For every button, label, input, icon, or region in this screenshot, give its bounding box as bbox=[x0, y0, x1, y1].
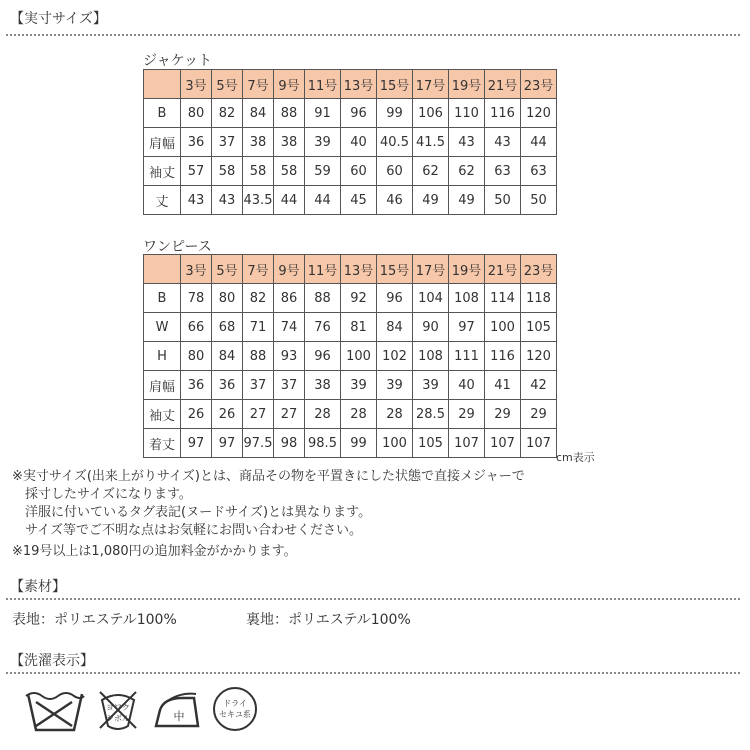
value-cell: 58 bbox=[212, 157, 243, 186]
value-cell: 120 bbox=[521, 99, 557, 128]
value-cell: 44 bbox=[274, 186, 305, 215]
dry-clean-icon bbox=[210, 684, 260, 734]
value-cell: 107 bbox=[521, 429, 557, 458]
divider bbox=[6, 672, 740, 674]
value-cell: 26 bbox=[181, 400, 212, 429]
value-cell: 41.5 bbox=[413, 128, 449, 157]
value-cell: 84 bbox=[377, 313, 413, 342]
value-cell: 26 bbox=[212, 400, 243, 429]
header-cell: 9号 bbox=[274, 70, 305, 99]
header-cell: 3号 bbox=[181, 70, 212, 99]
value-cell: 84 bbox=[243, 99, 274, 128]
value-cell: 108 bbox=[413, 342, 449, 371]
value-cell: 41 bbox=[485, 371, 521, 400]
onepiece-size-table bbox=[143, 254, 557, 458]
value-cell: 62 bbox=[413, 157, 449, 186]
value-cell: 39 bbox=[305, 128, 341, 157]
value-cell: 100 bbox=[341, 342, 377, 371]
header-cell: 13号 bbox=[341, 255, 377, 284]
value-cell: 90 bbox=[413, 313, 449, 342]
value-cell: 43 bbox=[485, 128, 521, 157]
header-cell bbox=[144, 70, 181, 99]
row-label-cell: W bbox=[144, 313, 181, 342]
row-label-cell: 肩幅 bbox=[144, 128, 181, 157]
value-cell: 62 bbox=[449, 157, 485, 186]
value-cell: 57 bbox=[181, 157, 212, 186]
iron-temp-text: 中 bbox=[173, 710, 185, 723]
header-cell: 15号 bbox=[377, 255, 413, 284]
value-cell: 66 bbox=[181, 313, 212, 342]
divider bbox=[6, 34, 740, 36]
table-row bbox=[144, 371, 557, 400]
onepiece-table-title: ワンピース bbox=[143, 239, 212, 255]
row-label-cell: B bbox=[144, 284, 181, 313]
value-cell: 40 bbox=[449, 371, 485, 400]
value-cell: 102 bbox=[377, 342, 413, 371]
value-cell: 74 bbox=[274, 313, 305, 342]
value-cell: 91 bbox=[305, 99, 341, 128]
header-cell: 21号 bbox=[485, 70, 521, 99]
table-row bbox=[144, 313, 557, 342]
value-cell: 59 bbox=[305, 157, 341, 186]
header-cell: 5号 bbox=[212, 255, 243, 284]
value-cell: 88 bbox=[243, 342, 274, 371]
value-cell: 40 bbox=[341, 128, 377, 157]
section-label-material: 【素材】 bbox=[10, 579, 66, 595]
table-row bbox=[144, 400, 557, 429]
value-cell: 38 bbox=[274, 128, 305, 157]
row-label-cell: H bbox=[144, 342, 181, 371]
value-cell: 93 bbox=[274, 342, 305, 371]
header-cell: 23号 bbox=[521, 255, 557, 284]
value-cell: 118 bbox=[521, 284, 557, 313]
header-cell: 17号 bbox=[413, 255, 449, 284]
value-cell: 29 bbox=[485, 400, 521, 429]
value-cell: 49 bbox=[449, 186, 485, 215]
value-cell: 39 bbox=[413, 371, 449, 400]
header-cell: 5号 bbox=[212, 70, 243, 99]
header-cell: 7号 bbox=[243, 70, 274, 99]
value-cell: 49 bbox=[413, 186, 449, 215]
value-cell: 99 bbox=[377, 99, 413, 128]
value-cell: 98.5 bbox=[305, 429, 341, 458]
value-cell: 60 bbox=[341, 157, 377, 186]
value-cell: 105 bbox=[413, 429, 449, 458]
value-cell: 29 bbox=[449, 400, 485, 429]
value-cell: 86 bbox=[274, 284, 305, 313]
value-cell: 36 bbox=[181, 128, 212, 157]
value-cell: 44 bbox=[305, 186, 341, 215]
value-cell: 27 bbox=[274, 400, 305, 429]
header-cell: 21号 bbox=[485, 255, 521, 284]
row-label-cell: 袖丈 bbox=[144, 400, 181, 429]
value-cell: 46 bbox=[377, 186, 413, 215]
value-cell: 97 bbox=[449, 313, 485, 342]
header-cell: 17号 bbox=[413, 70, 449, 99]
value-cell: 28 bbox=[341, 400, 377, 429]
value-cell: 40.5 bbox=[377, 128, 413, 157]
dry-text-1: ドライ bbox=[223, 699, 247, 708]
header-cell: 7号 bbox=[243, 255, 274, 284]
value-cell: 80 bbox=[212, 284, 243, 313]
table-row bbox=[144, 284, 557, 313]
value-cell: 43 bbox=[212, 186, 243, 215]
value-cell: 36 bbox=[181, 371, 212, 400]
value-cell: 27 bbox=[243, 400, 274, 429]
value-cell: 116 bbox=[485, 99, 521, 128]
table-row bbox=[144, 128, 557, 157]
value-cell: 36 bbox=[212, 371, 243, 400]
value-cell: 28 bbox=[377, 400, 413, 429]
value-cell: 104 bbox=[413, 284, 449, 313]
value-cell: 45 bbox=[341, 186, 377, 215]
value-cell: 43 bbox=[449, 128, 485, 157]
value-cell: 76 bbox=[305, 313, 341, 342]
extra-charge-note: ※19号以上は1,080円の追加料金がかかります。 bbox=[12, 544, 297, 559]
material-lining: 裏地：ポリエステル100% bbox=[246, 612, 411, 628]
value-cell: 108 bbox=[449, 284, 485, 313]
no-wring-text-1: ヨワク bbox=[106, 703, 130, 712]
value-cell: 38 bbox=[243, 128, 274, 157]
value-cell: 97 bbox=[212, 429, 243, 458]
value-cell: 100 bbox=[377, 429, 413, 458]
value-cell: 96 bbox=[377, 284, 413, 313]
row-label-cell: B bbox=[144, 99, 181, 128]
value-cell: 71 bbox=[243, 313, 274, 342]
header-cell: 15号 bbox=[377, 70, 413, 99]
value-cell: 96 bbox=[305, 342, 341, 371]
iron-medium-icon bbox=[152, 688, 204, 732]
dry-text-2: セキユ系 bbox=[219, 710, 251, 719]
no-wring-icon bbox=[96, 688, 140, 732]
value-cell: 107 bbox=[449, 429, 485, 458]
value-cell: 88 bbox=[305, 284, 341, 313]
value-cell: 37 bbox=[243, 371, 274, 400]
value-cell: 60 bbox=[377, 157, 413, 186]
value-cell: 88 bbox=[274, 99, 305, 128]
table-row bbox=[144, 186, 557, 215]
value-cell: 82 bbox=[243, 284, 274, 313]
table-row bbox=[144, 99, 557, 128]
value-cell: 80 bbox=[181, 342, 212, 371]
header-cell: 11号 bbox=[305, 255, 341, 284]
unit-note: cm表示 bbox=[556, 451, 595, 464]
jacket-table-title: ジャケット bbox=[143, 53, 213, 69]
wash-icon bbox=[24, 684, 86, 736]
value-cell: 28 bbox=[305, 400, 341, 429]
table-row bbox=[144, 429, 557, 458]
value-cell: 81 bbox=[341, 313, 377, 342]
value-cell: 39 bbox=[377, 371, 413, 400]
header-cell: 11号 bbox=[305, 70, 341, 99]
value-cell: 44 bbox=[521, 128, 557, 157]
value-cell: 37 bbox=[274, 371, 305, 400]
value-cell: 39 bbox=[341, 371, 377, 400]
value-cell: 111 bbox=[449, 342, 485, 371]
row-label-cell: 肩幅 bbox=[144, 371, 181, 400]
value-cell: 43 bbox=[181, 186, 212, 215]
value-cell: 82 bbox=[212, 99, 243, 128]
value-cell: 50 bbox=[485, 186, 521, 215]
header-cell: 19号 bbox=[449, 70, 485, 99]
no-wring-text-2: シボル bbox=[106, 714, 130, 723]
value-cell: 58 bbox=[274, 157, 305, 186]
value-cell: 96 bbox=[341, 99, 377, 128]
header-cell: 19号 bbox=[449, 255, 485, 284]
value-cell: 100 bbox=[485, 313, 521, 342]
value-cell: 50 bbox=[521, 186, 557, 215]
value-cell: 84 bbox=[212, 342, 243, 371]
size-note: ※実寸サイズ(出来上がりサイズ)とは、商品その物を平置きにした状態で直接メジャーで 採寸したサイズになります。 洋服に付いているタグ表記(ヌードサイズ)とは異なります。 サイズ等でご不明な点はお気軽にお問い合わせください。 bbox=[12, 469, 525, 538]
section-label-size: 【実寸サイズ】 bbox=[10, 11, 107, 27]
value-cell: 80 bbox=[181, 99, 212, 128]
table-header-row bbox=[144, 70, 557, 99]
row-label-cell: 袖丈 bbox=[144, 157, 181, 186]
header-cell: 13号 bbox=[341, 70, 377, 99]
material-outer: 表地：ポリエステル100% bbox=[12, 612, 177, 628]
row-label-cell: 丈 bbox=[144, 186, 181, 215]
value-cell: 63 bbox=[485, 157, 521, 186]
value-cell: 99 bbox=[341, 429, 377, 458]
value-cell: 120 bbox=[521, 342, 557, 371]
header-cell: 3号 bbox=[181, 255, 212, 284]
row-label-cell: 着丈 bbox=[144, 429, 181, 458]
value-cell: 28.5 bbox=[413, 400, 449, 429]
value-cell: 43.5 bbox=[243, 186, 274, 215]
section-label-care: 【洗濯表示】 bbox=[10, 653, 94, 669]
table-row bbox=[144, 342, 557, 371]
value-cell: 107 bbox=[485, 429, 521, 458]
value-cell: 78 bbox=[181, 284, 212, 313]
jacket-size-table bbox=[143, 69, 557, 215]
header-cell: 23号 bbox=[521, 70, 557, 99]
value-cell: 58 bbox=[243, 157, 274, 186]
value-cell: 38 bbox=[305, 371, 341, 400]
divider bbox=[6, 598, 740, 600]
value-cell: 97 bbox=[181, 429, 212, 458]
table-header-row bbox=[144, 255, 557, 284]
value-cell: 98 bbox=[274, 429, 305, 458]
table-row bbox=[144, 157, 557, 186]
value-cell: 106 bbox=[413, 99, 449, 128]
value-cell: 42 bbox=[521, 371, 557, 400]
value-cell: 110 bbox=[449, 99, 485, 128]
value-cell: 116 bbox=[485, 342, 521, 371]
value-cell: 29 bbox=[521, 400, 557, 429]
header-cell: 9号 bbox=[274, 255, 305, 284]
value-cell: 105 bbox=[521, 313, 557, 342]
value-cell: 63 bbox=[521, 157, 557, 186]
value-cell: 92 bbox=[341, 284, 377, 313]
value-cell: 37 bbox=[212, 128, 243, 157]
value-cell: 97.5 bbox=[243, 429, 274, 458]
value-cell: 114 bbox=[485, 284, 521, 313]
value-cell: 68 bbox=[212, 313, 243, 342]
header-cell bbox=[144, 255, 181, 284]
